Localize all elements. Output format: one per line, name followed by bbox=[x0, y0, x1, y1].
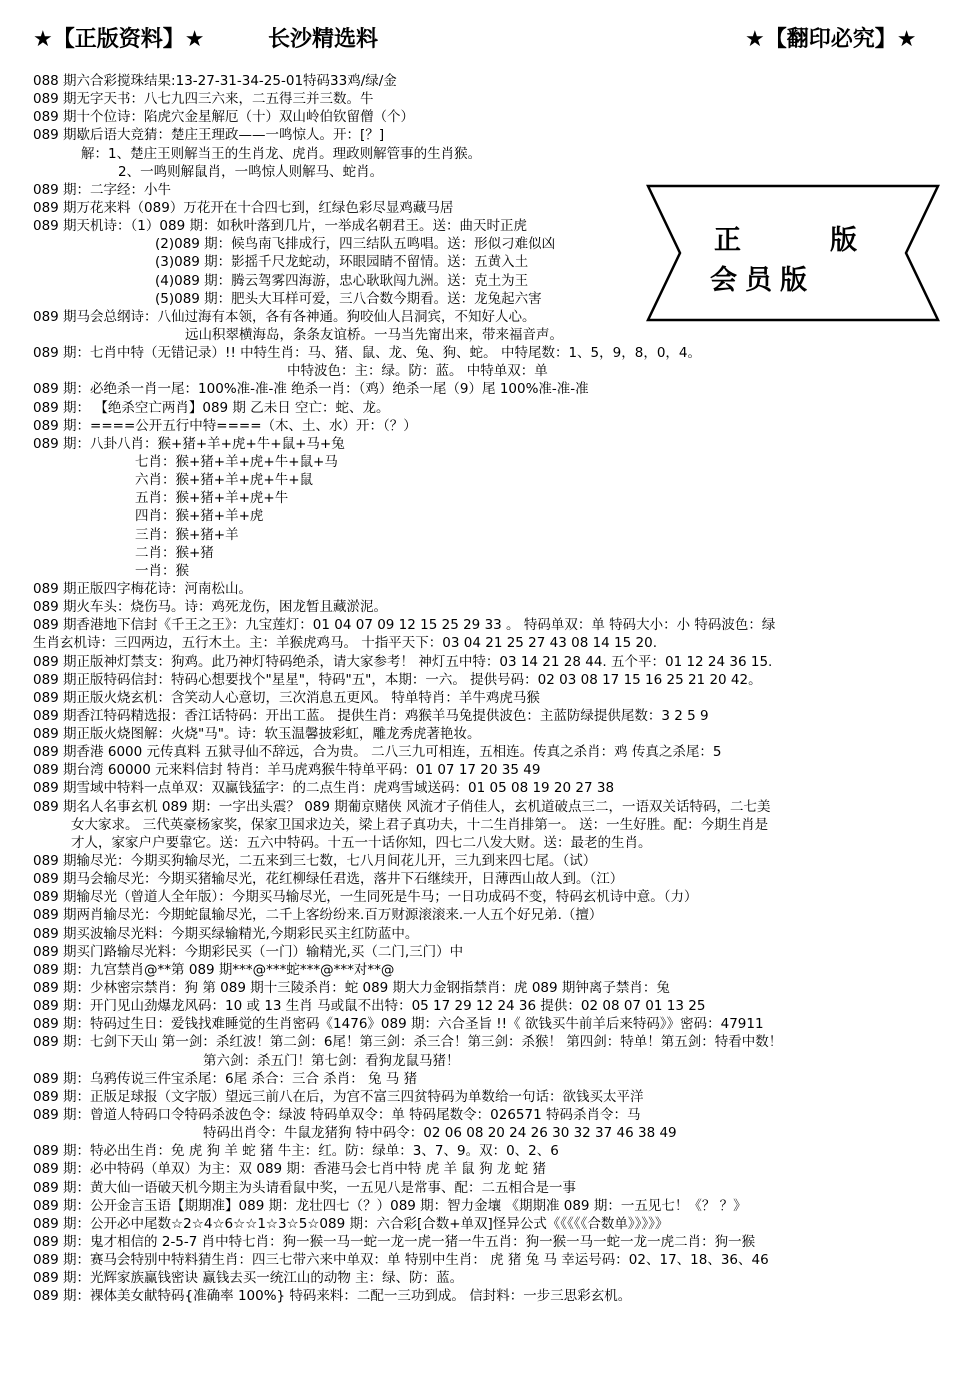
text-line: 2、一鸣则解鼠肖，一鸣惊人则解马、蛇肖。 bbox=[118, 163, 384, 180]
text-line: 089 期名人名事玄机 089 期：一字出头震？ 089 期葡京赌侠 风流才子俏佳人，玄机道破点三二，一语双关话特码，二七美 bbox=[33, 798, 771, 815]
text-line: 远山积翠横海岛，条条友谊桥。一马当先甯出来，带来福音声。 bbox=[185, 326, 563, 343]
text-line: 089 期：特码过生日：爱钱找难睡觉的生肖密码《1476》089 期：六合圣旨 !!《 欲钱买牛前羊后来特码》》密码：47911 bbox=[33, 1016, 764, 1033]
text-line: 089 期：光辉家族赢钱密诀 赢钱去买一统江山的动物 主：绿、防：蓝。 bbox=[33, 1270, 464, 1287]
prediction-text-block bbox=[33, 72, 948, 1306]
text-line: 089 期：七剑下天山 第一剑：杀红波！第二剑：6尾！第三剑：杀三合！第三剑：杀猴！ 第四剑：特单！第五剑：特看中数！ bbox=[33, 1034, 783, 1051]
text-line: (4)089 期：腾云驾雾四海游，忠心耿耿闯九洲。送：克土为王 bbox=[155, 272, 529, 289]
text-line: 089 期：特必出生肖：免 虎 狗 羊 蛇 猪 牛主：红。防：绿单：3、7、9。双：0、2、6 bbox=[33, 1143, 559, 1160]
text-line: 三肖：猴+猪+羊 bbox=[135, 526, 239, 543]
text-line: 089 期火车头：烧伤马。诗：鸡死龙伤，困龙暂且藏淤泥。 bbox=[33, 599, 388, 616]
text-line: 中特波色：主：绿。防：蓝。 中特单双：单 bbox=[287, 363, 548, 380]
text-line: 089 期十个位诗：陷虎穴金星解厄（十）双山岭伯钦留僧（个） bbox=[33, 109, 415, 126]
text-line: 089 期正版神灯禁支：狗鸡。此乃神灯特码绝杀，请大家参考！ 神灯五中特：03 14 21 28 44. 五个平：01 12 24 36 15. bbox=[33, 653, 773, 670]
text-line: 特码出肖令：牛鼠龙猪狗 特中码令：02 06 08 20 24 26 30 32 37 46 38 49 bbox=[203, 1125, 677, 1142]
text-line: 089 期：裸体美女献特码{准确率 100%} 特码来料：二配一三功到成。 信封料：一步三思彩玄机。 bbox=[33, 1288, 632, 1305]
text-line: 七肖：猴+猪+羊+虎+牛+鼠+马 bbox=[135, 453, 338, 470]
text-line: 089 期香江特码精选报：香江话特码：开出工蓝。 提供生肖：鸡猴羊马兔提供波色：主蓝防绿提供尾数：3 2 5 9 bbox=[33, 707, 709, 724]
text-line: 生肖玄机诗：三四两边，五行木土。主：羊猴虎鸡马。 十指平天下：03 04 21 25 27 43 08 14 15 20. bbox=[33, 635, 657, 652]
text-line: 089 期：开门见山劲爆龙风码：10 或 13 生肖 马或鼠不出特：05 17 29 12 24 36 提供：02 08 07 01 13 25 bbox=[33, 998, 706, 1015]
text-line: 089 期：乌鸦传说三件宝杀尾：6尾 杀合：三合 杀肖： 兔 马 猪 bbox=[33, 1070, 418, 1087]
text-line: 089 期：黄大仙一语破天机今期主为头请看鼠中奖，一五见八是常事、配：二五相合是一事 bbox=[33, 1179, 577, 1196]
text-line: 089 期：公开必中尾数☆2☆4☆6☆☆1☆3☆5☆089 期：六合彩[合数+单双]怪异公式《《《《《合数单》》》》》 bbox=[33, 1215, 669, 1232]
text-line: 089 期香港地下信封《千王之王》：九宝莲灯：01 04 07 09 12 15 25 29 33 。 特码单双：单 特码大小：小 特码波色：绿 bbox=[33, 617, 776, 634]
text-line: 解：1、楚庄王则解当王的生肖龙、虎肖。理政则解管事的生肖猴。 bbox=[81, 145, 482, 162]
text-line: 六肖：猴+猪+羊+虎+牛+鼠 bbox=[135, 472, 314, 489]
header-left: ★【正版资料】★ bbox=[33, 27, 205, 52]
badge-char-1: 正 bbox=[714, 225, 741, 256]
text-line: 089 期：鬼才相信的 2-5-7 肖中特七肖：狗一猴一马一蛇一龙一虎一猪一牛五肖：狗一猴一马一蛇一龙一虎二肖：狗一猴 bbox=[33, 1234, 756, 1250]
text-line: 才人，家家户户要靠它。送：五六中特码。十五一十话你知，四七二八发大财。送：最老的生肖。 bbox=[71, 834, 652, 851]
text-line: (3)089 期：影摇千尺龙蛇动，环眼园睛不留情。送：五黄入土 bbox=[155, 254, 529, 271]
text-line: 089 期：赛马会特别中特料猜生肖：四三七带六来中单双：单 特别中生肖： 虎 猪 兔 马 幸运号码：02、17、18、36、46 bbox=[33, 1252, 769, 1269]
text-line: 089 期：曾道人特码口令特码杀波色令：绿波 特码单双令：单 特码尾数令：026571 特码杀肖令：马 bbox=[33, 1107, 641, 1124]
text-line: 089 期：九宫禁肖@**第 089 期***@***蛇***@***对**@ bbox=[33, 961, 395, 978]
text-line: 089 期：少林密宗禁肖：狗 第 089 期十三陵杀肖：蛇 089 期大力金钢指禁肖：虎 089 期钟离子禁肖：兔 bbox=[33, 980, 670, 997]
text-line: 088 期六合彩搅珠结果:13-27-31-34-25-01特码33鸡/绿/金 bbox=[33, 73, 397, 89]
text-line: 089 期：正版足球报（文字版）望远三前八在后，为宫不富三四贫特码为单数给一句话：欲钱买太平洋 bbox=[33, 1088, 644, 1105]
text-line: (2)089 期：候鸟南飞排成行，四三结队五鸣唱。送：形似刁难似凶 bbox=[155, 236, 556, 253]
text-line: 089 期雪域中特料一点单双：双赢钱猛字：的二点生肖：虎鸡雪域送码：01 05 08 19 20 27 38 bbox=[33, 780, 615, 797]
text-line: 089 期天机诗：（1）089 期：如秋叶落到几片，一举成名朝君王。送：曲天时正虎 bbox=[33, 218, 527, 235]
text-line: 089 期买门路输尽光料：今期彩民买（一门）输精光,买（二门,三门）中 bbox=[33, 943, 464, 960]
text-line: 四肖：猴+猪+羊+虎 bbox=[135, 508, 264, 525]
text-line: 089 期输尽光（曾道人全年版）：今期买马输尽光，一生同死是牛马；一日功成码不变，特码玄机诗中意。（力） bbox=[33, 889, 698, 906]
text-line: 女大家求。 三代英豪杨家奖，保家卫国求边关，梁上君子真功夫，十二生肖排第一。 送：一生好胜。配：今期生肖是 bbox=[71, 816, 769, 833]
text-line: 089 期歇后语大竞猜：楚庄王理政——一鸣惊人。开：[？] bbox=[33, 127, 385, 144]
text-line: 089 期两肖输尽光：今期蛇鼠输尽光，二千上客纷纷来.百万财源滚滚来.一人五个好兄弟.（擅） bbox=[33, 907, 603, 924]
page-title: 长沙精选料 bbox=[268, 27, 379, 52]
text-line: 089 期：七肖中特（无错记录）!! 中特生肖：马、猪、鼠、龙、兔、狗、蛇。 中特尾数：1、5，9，8，0，4。 bbox=[33, 345, 701, 362]
text-line: 089 期：必绝杀一肖一尾：100%准-准-准 绝杀一肖：（鸡）绝杀一尾（9）尾 100%准-准-准 bbox=[33, 381, 589, 398]
text-line: 089 期：====公开五行中特====（木、土、水）开：（？） bbox=[33, 417, 417, 434]
text-line: 089 期香港 6000 元传真料 五狱寻仙不辞远，合为贵。 二八三九可相连，五相连。传真之杀肖：鸡 传真之杀尾：5 bbox=[33, 744, 722, 761]
text-line: 089 期正版特码信封：特码心想要找个"星星"，特码"五"，本期：一六。 提供号码：02 03 08 17 15 16 25 21 20 42。 bbox=[33, 671, 762, 688]
text-line: 089 期买波输尽光料：今期买绿输精光,今期彩民买主红防蓝中。 bbox=[33, 925, 419, 942]
text-line: 089 期马会输尽光：今期买猪输尽光，花红柳绿任君选，落井下石继续开，日薄西山故人到。（江） bbox=[33, 871, 624, 888]
badge-char-2: 版 bbox=[830, 225, 857, 256]
text-line: (5)089 期：肥头大耳样可爱，三八合数今期看。送：龙兔起六害 bbox=[155, 290, 542, 307]
text-line: 089 期：八卦八肖：猴+猪+羊+虎+牛+鼠+马+兔 bbox=[33, 435, 345, 452]
text-line: 089 期： 【绝杀空亡两肖】089 期 乙未日 空亡：蛇、龙。 bbox=[33, 399, 390, 416]
text-line: 五肖：猴+猪+羊+虎+牛 bbox=[135, 490, 289, 507]
text-line: 089 期台湾 60000 元来料信封 特肖：羊马虎鸡猴牛特单平码：01 07 17 20 35 49 bbox=[33, 762, 541, 779]
text-line: 089 期正版火烧玄机：含笑动人心意切，三次消息五更风。 特单特肖：羊牛鸡虎马猴 bbox=[33, 689, 540, 706]
text-line: 089 期正版火烧图解：火烧"马"。诗：软玉温馨披彩虹，雕龙秀虎著艳妆。 bbox=[33, 726, 481, 743]
text-line: 089 期万花来料（089）万花开在十合四七到，红绿色彩尽显鸡藏马居 bbox=[33, 199, 454, 216]
text-line: 第六剑：杀五门！第七剑：看狗龙鼠马猪！ bbox=[203, 1052, 460, 1069]
badge-subtitle: 会员版 bbox=[710, 265, 815, 296]
text-line: 一肖：猴 bbox=[135, 562, 189, 579]
text-line: 089 期无字天书：八七九四三六来，二五得三并三数。牛 bbox=[33, 91, 374, 108]
text-line: 二肖：猴+猪 bbox=[135, 544, 214, 561]
text-line: 089 期：公开金言玉语【期期准】089 期：龙壮四七（？）089 期：智力金壤 《期期准 089 期：一五见七！《？ ？》 bbox=[33, 1197, 747, 1214]
text-line: 089 期正版四字梅花诗：河南松山。 bbox=[33, 580, 253, 597]
header-right: ★【翻印必究】★ bbox=[745, 27, 917, 52]
text-line: 089 期输尽光：今期买狗输尽光，二五来到三七数，七八月间花儿开，三九到来四七尾。（试） bbox=[33, 853, 597, 870]
text-line: 089 期马会总纲诗：八仙过海有本领，各有各神通。狗咬仙人吕洞宾，不知好人心。 bbox=[33, 308, 536, 325]
text-line: 089 期：二字经：小牛 bbox=[33, 181, 172, 198]
text-line: 089 期：必中特码（单双）为主：双 089 期：香港马会七肖中特 虎 羊 鼠 狗 龙 蛇 猪 bbox=[33, 1161, 546, 1178]
